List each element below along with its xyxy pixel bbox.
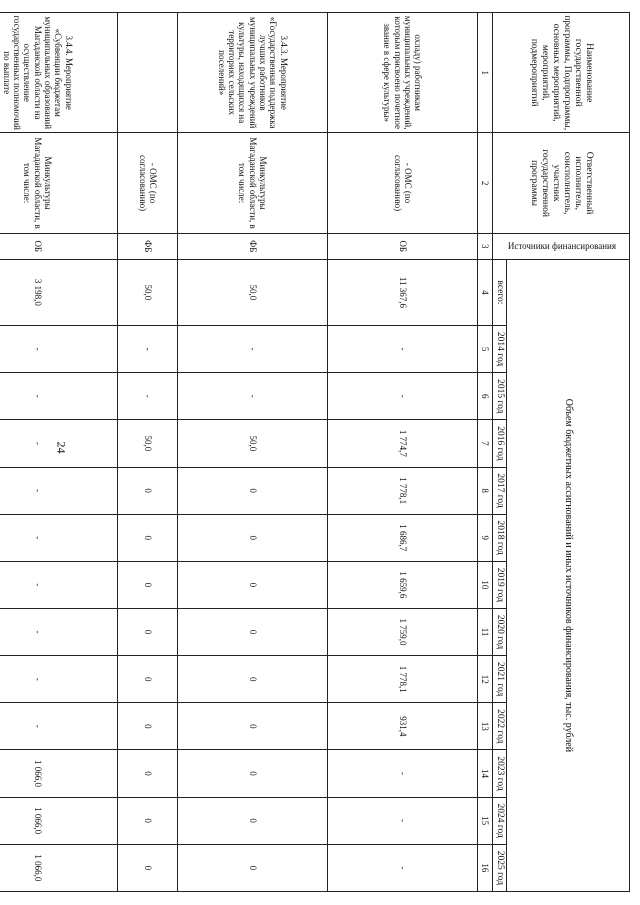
row-source-cell: ФБ — [118, 233, 178, 259]
row-year-value-cell: - — [178, 373, 328, 420]
row-year-value-cell: 0 — [178, 656, 328, 703]
column-index-cell: 8 — [478, 467, 493, 514]
header-source — [493, 233, 630, 259]
row-year-value-cell: - — [0, 467, 118, 514]
header-year: 2019 год — [493, 561, 507, 608]
row-year-value-cell: 50,0 — [178, 420, 328, 467]
row-year-value-cell: 0 — [118, 514, 178, 561]
row-executor-cell: - ОМС (по согласованию) — [328, 133, 478, 233]
table-row — [178, 13, 328, 892]
column-index-cell: 11 — [478, 608, 493, 655]
header-year: 2014 год — [493, 326, 507, 373]
row-year-value-cell: 0 — [118, 797, 178, 844]
row-year-value-cell: 1 066,0 — [0, 797, 118, 844]
row-year-value-cell: 0 — [118, 656, 178, 703]
column-index-cell: 6 — [478, 373, 493, 420]
column-index-cell: 16 — [478, 844, 493, 891]
row-year-value-cell: - — [0, 514, 118, 561]
row-name-cell: 3.4.3. Мероприятие «Государственная поддержка лучших работников муниципальных учреждений культуры, находящихся на территориях сельских поселений» — [178, 13, 328, 133]
header-name: Наименование государственной программы, Подпрограммы, основных мероприятий, мероприятий, подмероприятий — [493, 13, 630, 133]
table-row — [0, 13, 118, 892]
column-index-cell: 2 — [478, 133, 493, 233]
row-year-value-cell: - — [328, 797, 478, 844]
row-year-value-cell: 0 — [178, 844, 328, 891]
column-index-cell: 3 — [478, 233, 493, 259]
header-year: 2023 год — [493, 750, 507, 797]
column-index-cell: 14 — [478, 750, 493, 797]
row-executor-cell: - ОМС (по согласованию) — [118, 133, 178, 233]
header-year: 2020 год — [493, 608, 507, 655]
document-sheet — [1, 5, 630, 900]
row-year-value-cell: 1 066,0 — [0, 844, 118, 891]
row-executor-cell: Минкультуры Магаданской области, в том числе: — [0, 133, 118, 233]
header-year: 2024 год — [493, 797, 507, 844]
table-row — [328, 13, 478, 892]
column-index-cell: 7 — [478, 420, 493, 467]
row-executor-cell: Минкультуры Магаданской области, в том числе: — [178, 133, 328, 233]
row-year-value-cell: 0 — [118, 750, 178, 797]
header-year: 2017 год — [493, 467, 507, 514]
row-year-value-cell: 0 — [178, 703, 328, 750]
row-source-cell: ОБ — [328, 233, 478, 259]
row-name-cell — [118, 13, 178, 133]
row-year-value-cell: 1 759,0 — [328, 608, 478, 655]
row-year-value-cell: 931,4 — [328, 703, 478, 750]
column-index-cell: 9 — [478, 514, 493, 561]
header-year: 2015 год — [493, 373, 507, 420]
row-year-value-cell: - — [178, 326, 328, 373]
row-year-value-cell: 0 — [118, 608, 178, 655]
row-year-value-cell: 1 774,7 — [328, 420, 478, 467]
header-year: 2025 год — [493, 844, 507, 891]
rotated-table-container — [1, 12, 630, 892]
header-funding: Объем бюджетных ассигнований и иных источников финансирования, тыс. рублей — [507, 259, 630, 891]
row-year-value-cell: - — [328, 750, 478, 797]
row-year-value-cell: - — [0, 608, 118, 655]
column-index-cell: 4 — [478, 259, 493, 325]
row-year-value-cell: 0 — [178, 750, 328, 797]
row-year-value-cell: 1 066,0 — [0, 750, 118, 797]
header-year: 2021 год — [493, 656, 507, 703]
row-name-cell: 3.4.4. Мероприятие «Субвенции бюджетам муниципальных образований Магаданской области на осуществление государственных полномочий по выплате — [0, 13, 118, 133]
column-index-cell: 12 — [478, 656, 493, 703]
row-year-value-cell: - — [118, 326, 178, 373]
header-executor: Ответственный исполнитель, соисполнитель, участник государственной программы — [493, 133, 630, 233]
row-total-cell: 50,0 — [118, 259, 178, 325]
row-year-value-cell: 0 — [118, 844, 178, 891]
row-year-value-cell: 50,0 — [118, 420, 178, 467]
column-index-row — [478, 13, 493, 892]
column-index-cell: 1 — [478, 13, 493, 133]
row-year-value-cell: - — [0, 373, 118, 420]
row-total-cell: 3 198,0 — [0, 259, 118, 325]
row-year-value-cell: 1 659,6 — [328, 561, 478, 608]
table-body — [0, 13, 478, 892]
column-index-cell: 15 — [478, 797, 493, 844]
budget-table — [0, 12, 630, 892]
column-index-cell: 10 — [478, 561, 493, 608]
row-source-cell: ОБ — [0, 233, 118, 259]
row-year-value-cell: - — [0, 703, 118, 750]
header-source-text: Источники финансирования — [508, 241, 617, 252]
header-year: 2016 год — [493, 420, 507, 467]
row-year-value-cell: 0 — [178, 514, 328, 561]
row-year-value-cell: 0 — [178, 797, 328, 844]
row-year-value-cell: 1 778,1 — [328, 656, 478, 703]
row-year-value-cell: 0 — [178, 561, 328, 608]
row-total-cell: 50,0 — [178, 259, 328, 325]
row-name-cell: охладу) работникам муниципальных учреждений, которым присвоено почетное звание в сфере культуры» — [328, 13, 478, 133]
row-total-cell: 11 367,6 — [328, 259, 478, 325]
row-year-value-cell: 1 686,7 — [328, 514, 478, 561]
table-row — [118, 13, 178, 892]
row-year-value-cell: 0 — [118, 467, 178, 514]
row-year-value-cell: - — [328, 326, 478, 373]
row-year-value-cell: 1 778,1 — [328, 467, 478, 514]
header-year: 2018 год — [493, 514, 507, 561]
header-year: 2022 год — [493, 703, 507, 750]
row-year-value-cell: - — [0, 561, 118, 608]
header-total: всего: — [493, 259, 507, 325]
row-source-cell: ФБ — [178, 233, 328, 259]
row-year-value-cell: - — [328, 844, 478, 891]
column-index-cell: 5 — [478, 326, 493, 373]
page-number: 24 — [54, 441, 69, 454]
row-year-value-cell: 0 — [178, 608, 328, 655]
row-year-value-cell: - — [118, 373, 178, 420]
column-index-cell: 13 — [478, 703, 493, 750]
row-year-value-cell: - — [328, 373, 478, 420]
row-year-value-cell: - — [0, 420, 118, 467]
row-year-value-cell: 0 — [178, 467, 328, 514]
row-year-value-cell: 0 — [118, 703, 178, 750]
row-year-value-cell: - — [0, 656, 118, 703]
row-year-value-cell: 0 — [118, 561, 178, 608]
row-year-value-cell: - — [0, 326, 118, 373]
